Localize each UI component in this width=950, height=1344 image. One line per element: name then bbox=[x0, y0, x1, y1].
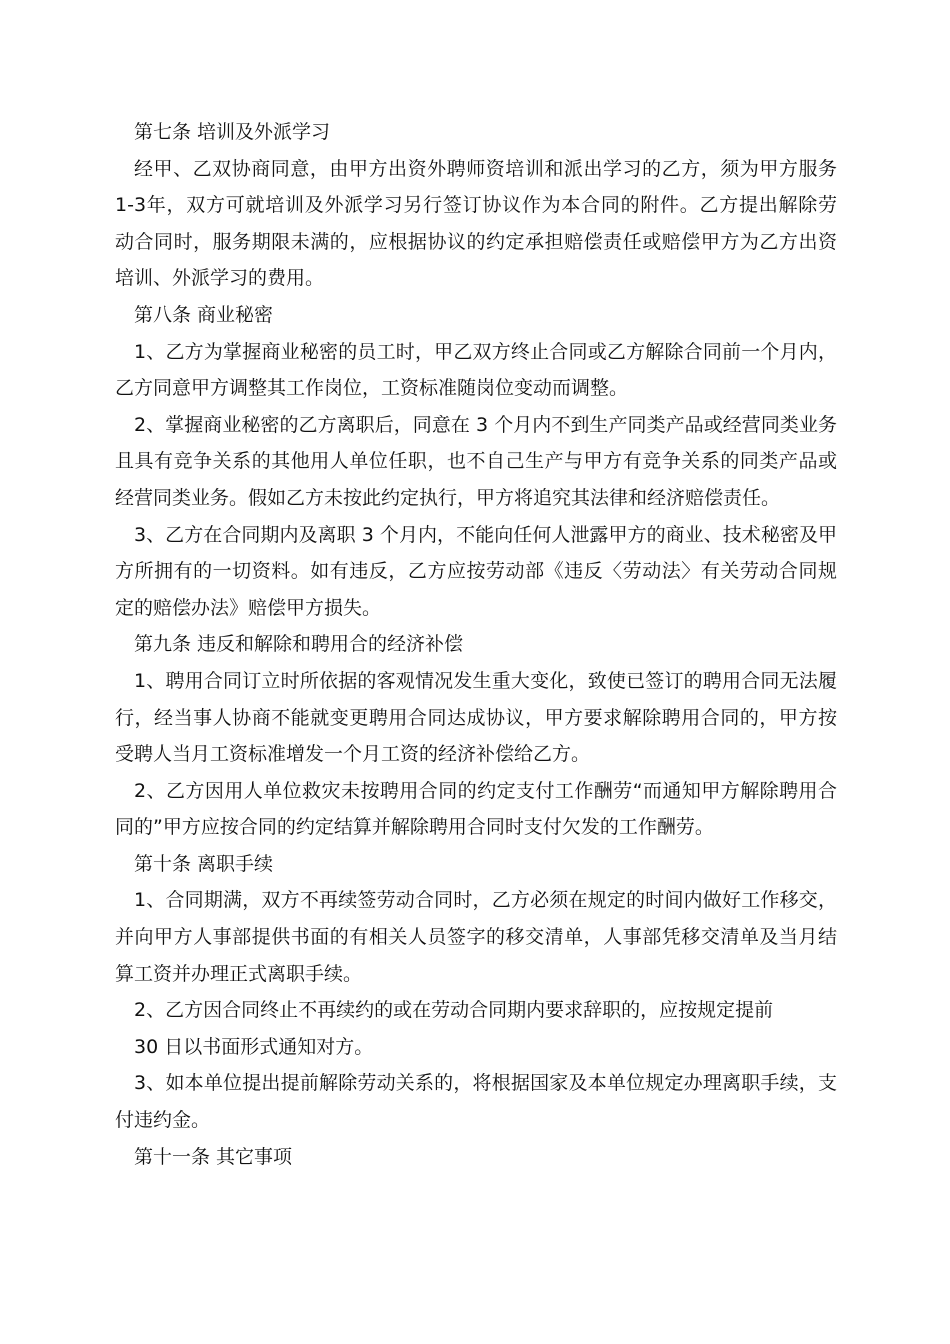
article-10-item-3-line-2: 付违约金。 bbox=[115, 1109, 211, 1132]
article-7-text-line-4: 培训、外派学习的费用。 bbox=[115, 267, 325, 290]
article-7-text-line-1: 经甲、乙双协商同意，由甲方出资外聘师资培训和派出学习的乙方，须为甲方服务 bbox=[134, 157, 837, 180]
article-11-heading: 第十一条 其它事项 bbox=[134, 1145, 293, 1168]
article-9-item-1-line-2: 行，经当事人协商不能就变更聘用合同达成协议，甲方要求解除聘用合同的，甲方按 bbox=[115, 706, 837, 729]
article-9-item-2-line-1: 2、乙方因用人单位救灾未按聘用合同的约定支付工作酬劳“而通知甲方解除聘用合 bbox=[134, 779, 837, 802]
article-10-item-1-line-3: 算工资并办理正式离职手续。 bbox=[115, 962, 363, 985]
article-8-item-3-line-1: 3、乙方在合同期内及离职 3 个月内，不能向任何人泄露甲方的商业、技术秘密及甲 bbox=[134, 523, 837, 546]
article-7-text-line-2: 1-3年，双方可就培训及外派学习另行签订协议作为本合同的附件。乙方提出解除劳 bbox=[115, 194, 837, 217]
article-7-heading: 第七条 培训及外派学习 bbox=[134, 121, 331, 143]
article-10-item-1-line-1: 1、合同期满，双方不再续签劳动合同时，乙方必须在规定的时间内做好工作移交， bbox=[134, 889, 837, 912]
article-9-item-2-line-2: 同的”甲方应按合同的约定结算并解除聘用合同时支付欠发的工作酬劳。 bbox=[115, 816, 714, 839]
article-8-item-1-line-1: 1、乙方为掌握商业秘密的员工时，甲乙双方终止合同或乙方解除合同前一个月内， bbox=[134, 340, 837, 363]
article-10-item-1-line-2: 并向甲方人事部提供书面的有相关人员签字的移交清单，人事部凭移交清单及当月结 bbox=[115, 926, 837, 949]
article-8-item-3-line-2: 方所拥有的一切资料。如有违反，乙方应按劳动部《违反〈劳动法〉有关劳动合同规 bbox=[115, 560, 837, 583]
article-8-heading: 第八条 商业秘密 bbox=[134, 303, 274, 326]
article-10-item-3-line-1: 3、如本单位提出提前解除劳动关系的，将根据国家及本单位规定办理离职手续，支 bbox=[134, 1072, 837, 1095]
article-8-item-3-line-3: 定的赔偿办法》赔偿甲方损失。 bbox=[115, 596, 382, 619]
article-8-item-2-line-3: 经营同类业务。假如乙方未按此约定执行，甲方将追究其法律和经济赔偿责任。 bbox=[115, 486, 781, 509]
document-body bbox=[115, 114, 837, 1175]
article-10-heading: 第十条 离职手续 bbox=[134, 852, 274, 875]
article-9-heading: 第九条 违反和解除和聘用合的经济补偿 bbox=[134, 633, 464, 656]
article-10-item-2-line-2: 30 日以书面形式通知对方。 bbox=[134, 1035, 374, 1058]
article-7-text-line-3: 动合同时，服务期限未满的，应根据协议的约定承担赔偿责任或赔偿甲方为乙方出资 bbox=[115, 230, 837, 253]
article-10-item-2-line-1: 2、乙方因合同终止不再续约的或在劳动合同期内要求辞职的，应按规定提前 bbox=[134, 999, 774, 1022]
article-8-item-2-line-2: 且具有竞争关系的其他用人单位任职，也不自己生产与甲方有竞争关系的同类产品或 bbox=[115, 450, 837, 473]
article-8-item-1-line-2: 乙方同意甲方调整其工作岗位，工资标准随岗位变动而调整。 bbox=[115, 377, 629, 400]
article-9-item-1-line-3: 受聘人当月工资标准增发一个月工资的经济补偿给乙方。 bbox=[115, 743, 591, 766]
article-9-item-1-line-1: 1、聘用合同订立时所依据的客观情况发生重大变化，致使已签订的聘用合同无法履 bbox=[134, 669, 837, 692]
article-8-item-2-line-1: 2、掌握商业秘密的乙方离职后，同意在 3 个月内不到生产同类产品或经营同类业务 bbox=[134, 413, 837, 436]
